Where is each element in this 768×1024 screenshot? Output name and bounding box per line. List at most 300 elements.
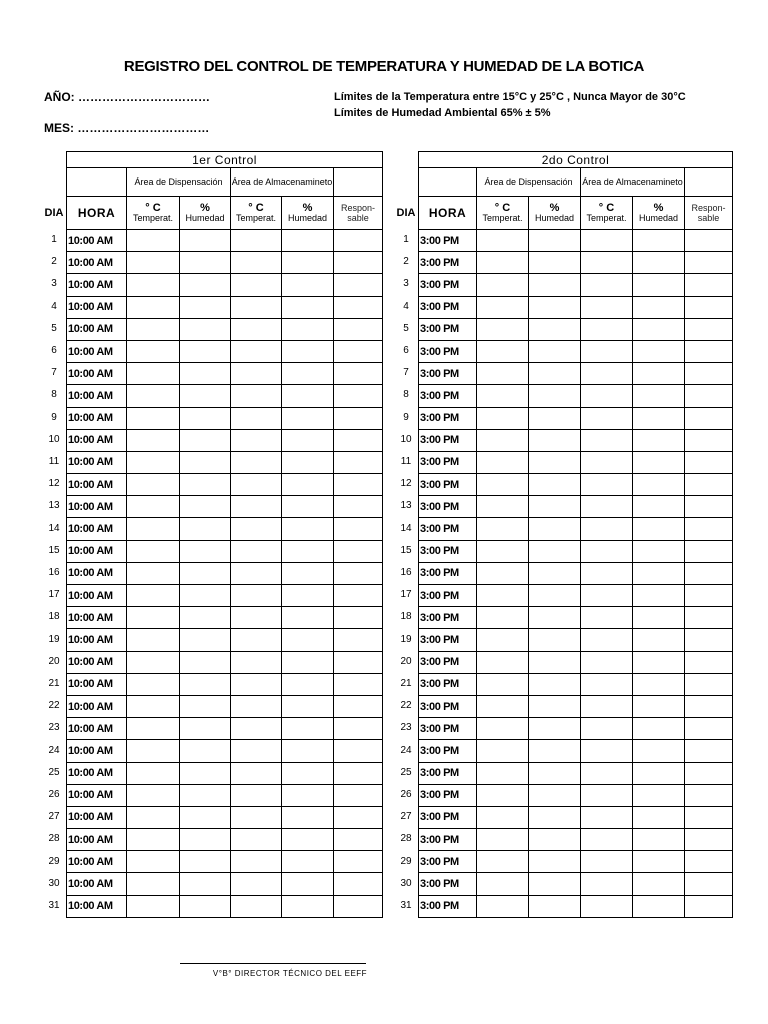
- humidity-almacenamiento-cell[interactable]: [282, 607, 334, 629]
- temp-almacenamiento-cell[interactable]: [231, 318, 282, 340]
- humidity-almacenamiento-cell[interactable]: [633, 451, 685, 473]
- temp-almacenamiento-cell[interactable]: [231, 740, 282, 762]
- humidity-dispensacion-cell[interactable]: [180, 829, 231, 851]
- responsable-cell[interactable]: [685, 274, 733, 296]
- humidity-almacenamiento-cell[interactable]: [282, 540, 334, 562]
- responsable-cell[interactable]: [685, 607, 733, 629]
- humidity-dispensacion-cell[interactable]: [529, 629, 581, 651]
- humidity-almacenamiento-cell[interactable]: [282, 230, 334, 252]
- humidity-dispensacion-cell[interactable]: [180, 274, 231, 296]
- temp-dispensacion-cell[interactable]: [477, 740, 529, 762]
- responsable-cell[interactable]: [685, 318, 733, 340]
- responsable-cell[interactable]: [685, 873, 733, 895]
- humidity-dispensacion-cell[interactable]: [529, 651, 581, 673]
- humidity-almacenamiento-cell[interactable]: [633, 895, 685, 917]
- humidity-almacenamiento-cell[interactable]: [633, 429, 685, 451]
- temp-almacenamiento-cell[interactable]: [231, 806, 282, 828]
- responsable-cell[interactable]: [334, 718, 383, 740]
- temp-almacenamiento-cell[interactable]: [231, 252, 282, 274]
- humidity-dispensacion-cell[interactable]: [529, 829, 581, 851]
- humidity-almacenamiento-cell[interactable]: [282, 474, 334, 496]
- humidity-almacenamiento-cell[interactable]: [633, 385, 685, 407]
- humidity-dispensacion-cell[interactable]: [180, 806, 231, 828]
- temp-almacenamiento-cell[interactable]: [231, 718, 282, 740]
- temp-dispensacion-cell[interactable]: [477, 518, 529, 540]
- responsable-cell[interactable]: [334, 629, 383, 651]
- temp-almacenamiento-cell[interactable]: [581, 296, 633, 318]
- temp-almacenamiento-cell[interactable]: [581, 829, 633, 851]
- humidity-almacenamiento-cell[interactable]: [633, 851, 685, 873]
- temp-almacenamiento-cell[interactable]: [231, 474, 282, 496]
- temp-almacenamiento-cell[interactable]: [231, 762, 282, 784]
- humidity-dispensacion-cell[interactable]: [180, 518, 231, 540]
- responsable-cell[interactable]: [685, 340, 733, 362]
- temp-dispensacion-cell[interactable]: [477, 695, 529, 717]
- humidity-dispensacion-cell[interactable]: [529, 451, 581, 473]
- temp-almacenamiento-cell[interactable]: [581, 585, 633, 607]
- responsable-cell[interactable]: [685, 363, 733, 385]
- humidity-dispensacion-cell[interactable]: [180, 385, 231, 407]
- responsable-cell[interactable]: [334, 740, 383, 762]
- humidity-dispensacion-cell[interactable]: [529, 318, 581, 340]
- humidity-almacenamiento-cell[interactable]: [282, 496, 334, 518]
- temp-almacenamiento-cell[interactable]: [581, 784, 633, 806]
- temp-dispensacion-cell[interactable]: [127, 673, 180, 695]
- humidity-dispensacion-cell[interactable]: [180, 318, 231, 340]
- humidity-almacenamiento-cell[interactable]: [282, 385, 334, 407]
- humidity-almacenamiento-cell[interactable]: [282, 829, 334, 851]
- temp-dispensacion-cell[interactable]: [477, 274, 529, 296]
- humidity-dispensacion-cell[interactable]: [529, 363, 581, 385]
- humidity-almacenamiento-cell[interactable]: [282, 318, 334, 340]
- humidity-dispensacion-cell[interactable]: [180, 740, 231, 762]
- humidity-dispensacion-cell[interactable]: [529, 718, 581, 740]
- temp-almacenamiento-cell[interactable]: [231, 651, 282, 673]
- humidity-dispensacion-cell[interactable]: [180, 673, 231, 695]
- temp-almacenamiento-cell[interactable]: [231, 895, 282, 917]
- humidity-almacenamiento-cell[interactable]: [633, 629, 685, 651]
- temp-dispensacion-cell[interactable]: [127, 451, 180, 473]
- temp-almacenamiento-cell[interactable]: [581, 895, 633, 917]
- responsable-cell[interactable]: [334, 474, 383, 496]
- humidity-almacenamiento-cell[interactable]: [282, 740, 334, 762]
- temp-almacenamiento-cell[interactable]: [231, 496, 282, 518]
- humidity-dispensacion-cell[interactable]: [529, 673, 581, 695]
- humidity-almacenamiento-cell[interactable]: [282, 252, 334, 274]
- humidity-dispensacion-cell[interactable]: [529, 562, 581, 584]
- responsable-cell[interactable]: [685, 829, 733, 851]
- responsable-cell[interactable]: [334, 806, 383, 828]
- responsable-cell[interactable]: [334, 518, 383, 540]
- temp-almacenamiento-cell[interactable]: [581, 451, 633, 473]
- temp-dispensacion-cell[interactable]: [127, 274, 180, 296]
- responsable-cell[interactable]: [334, 540, 383, 562]
- humidity-dispensacion-cell[interactable]: [180, 607, 231, 629]
- humidity-dispensacion-cell[interactable]: [180, 296, 231, 318]
- temp-almacenamiento-cell[interactable]: [231, 629, 282, 651]
- responsable-cell[interactable]: [685, 407, 733, 429]
- humidity-almacenamiento-cell[interactable]: [633, 518, 685, 540]
- temp-dispensacion-cell[interactable]: [477, 585, 529, 607]
- temp-dispensacion-cell[interactable]: [127, 651, 180, 673]
- responsable-cell[interactable]: [334, 429, 383, 451]
- humidity-almacenamiento-cell[interactable]: [633, 252, 685, 274]
- temp-dispensacion-cell[interactable]: [477, 829, 529, 851]
- temp-almacenamiento-cell[interactable]: [231, 562, 282, 584]
- humidity-almacenamiento-cell[interactable]: [633, 407, 685, 429]
- responsable-cell[interactable]: [685, 252, 733, 274]
- temp-dispensacion-cell[interactable]: [477, 673, 529, 695]
- humidity-dispensacion-cell[interactable]: [180, 451, 231, 473]
- responsable-cell[interactable]: [685, 651, 733, 673]
- humidity-dispensacion-cell[interactable]: [180, 873, 231, 895]
- humidity-almacenamiento-cell[interactable]: [633, 829, 685, 851]
- temp-dispensacion-cell[interactable]: [477, 718, 529, 740]
- temp-dispensacion-cell[interactable]: [127, 851, 180, 873]
- temp-dispensacion-cell[interactable]: [477, 651, 529, 673]
- responsable-cell[interactable]: [334, 274, 383, 296]
- humidity-dispensacion-cell[interactable]: [180, 629, 231, 651]
- temp-almacenamiento-cell[interactable]: [581, 407, 633, 429]
- temp-almacenamiento-cell[interactable]: [231, 363, 282, 385]
- humidity-almacenamiento-cell[interactable]: [633, 718, 685, 740]
- temp-dispensacion-cell[interactable]: [477, 363, 529, 385]
- temp-dispensacion-cell[interactable]: [127, 762, 180, 784]
- temp-almacenamiento-cell[interactable]: [231, 385, 282, 407]
- temp-almacenamiento-cell[interactable]: [581, 340, 633, 362]
- humidity-dispensacion-cell[interactable]: [529, 252, 581, 274]
- temp-dispensacion-cell[interactable]: [127, 340, 180, 362]
- responsable-cell[interactable]: [685, 895, 733, 917]
- humidity-almacenamiento-cell[interactable]: [633, 296, 685, 318]
- humidity-almacenamiento-cell[interactable]: [282, 363, 334, 385]
- humidity-dispensacion-cell[interactable]: [529, 851, 581, 873]
- temp-dispensacion-cell[interactable]: [127, 407, 180, 429]
- humidity-dispensacion-cell[interactable]: [529, 806, 581, 828]
- humidity-almacenamiento-cell[interactable]: [633, 806, 685, 828]
- temp-dispensacion-cell[interactable]: [127, 518, 180, 540]
- temp-dispensacion-cell[interactable]: [477, 762, 529, 784]
- humidity-almacenamiento-cell[interactable]: [633, 607, 685, 629]
- temp-dispensacion-cell[interactable]: [127, 230, 180, 252]
- responsable-cell[interactable]: [685, 762, 733, 784]
- humidity-almacenamiento-cell[interactable]: [633, 230, 685, 252]
- temp-almacenamiento-cell[interactable]: [581, 762, 633, 784]
- responsable-cell[interactable]: [334, 296, 383, 318]
- responsable-cell[interactable]: [685, 740, 733, 762]
- temp-almacenamiento-cell[interactable]: [581, 673, 633, 695]
- responsable-cell[interactable]: [334, 407, 383, 429]
- responsable-cell[interactable]: [685, 518, 733, 540]
- humidity-dispensacion-cell[interactable]: [180, 496, 231, 518]
- temp-dispensacion-cell[interactable]: [477, 451, 529, 473]
- temp-dispensacion-cell[interactable]: [477, 496, 529, 518]
- temp-almacenamiento-cell[interactable]: [231, 607, 282, 629]
- temp-almacenamiento-cell[interactable]: [231, 585, 282, 607]
- temp-dispensacion-cell[interactable]: [477, 252, 529, 274]
- responsable-cell[interactable]: [334, 252, 383, 274]
- humidity-dispensacion-cell[interactable]: [180, 252, 231, 274]
- responsable-cell[interactable]: [334, 318, 383, 340]
- responsable-cell[interactable]: [334, 230, 383, 252]
- temp-dispensacion-cell[interactable]: [477, 385, 529, 407]
- humidity-almacenamiento-cell[interactable]: [282, 518, 334, 540]
- temp-almacenamiento-cell[interactable]: [231, 451, 282, 473]
- temp-dispensacion-cell[interactable]: [127, 629, 180, 651]
- responsable-cell[interactable]: [685, 673, 733, 695]
- temp-almacenamiento-cell[interactable]: [231, 429, 282, 451]
- temp-almacenamiento-cell[interactable]: [231, 296, 282, 318]
- humidity-dispensacion-cell[interactable]: [180, 562, 231, 584]
- responsable-cell[interactable]: [334, 340, 383, 362]
- responsable-cell[interactable]: [685, 718, 733, 740]
- temp-dispensacion-cell[interactable]: [477, 474, 529, 496]
- responsable-cell[interactable]: [334, 363, 383, 385]
- temp-almacenamiento-cell[interactable]: [581, 474, 633, 496]
- humidity-almacenamiento-cell[interactable]: [633, 762, 685, 784]
- humidity-almacenamiento-cell[interactable]: [633, 784, 685, 806]
- temp-dispensacion-cell[interactable]: [477, 340, 529, 362]
- humidity-dispensacion-cell[interactable]: [180, 695, 231, 717]
- temp-dispensacion-cell[interactable]: [127, 718, 180, 740]
- temp-almacenamiento-cell[interactable]: [581, 518, 633, 540]
- humidity-dispensacion-cell[interactable]: [180, 340, 231, 362]
- temp-almacenamiento-cell[interactable]: [581, 629, 633, 651]
- temp-dispensacion-cell[interactable]: [127, 296, 180, 318]
- humidity-almacenamiento-cell[interactable]: [633, 496, 685, 518]
- temp-dispensacion-cell[interactable]: [127, 784, 180, 806]
- humidity-almacenamiento-cell[interactable]: [282, 651, 334, 673]
- responsable-cell[interactable]: [685, 451, 733, 473]
- temp-almacenamiento-cell[interactable]: [231, 540, 282, 562]
- humidity-dispensacion-cell[interactable]: [529, 429, 581, 451]
- responsable-cell[interactable]: [685, 385, 733, 407]
- temp-almacenamiento-cell[interactable]: [231, 230, 282, 252]
- humidity-almacenamiento-cell[interactable]: [282, 873, 334, 895]
- responsable-cell[interactable]: [685, 562, 733, 584]
- temp-almacenamiento-cell[interactable]: [231, 829, 282, 851]
- humidity-almacenamiento-cell[interactable]: [282, 851, 334, 873]
- responsable-cell[interactable]: [334, 673, 383, 695]
- humidity-almacenamiento-cell[interactable]: [282, 562, 334, 584]
- temp-almacenamiento-cell[interactable]: [581, 318, 633, 340]
- humidity-almacenamiento-cell[interactable]: [633, 562, 685, 584]
- responsable-cell[interactable]: [334, 562, 383, 584]
- temp-almacenamiento-cell[interactable]: [581, 385, 633, 407]
- temp-almacenamiento-cell[interactable]: [581, 540, 633, 562]
- temp-dispensacion-cell[interactable]: [127, 740, 180, 762]
- temp-almacenamiento-cell[interactable]: [231, 673, 282, 695]
- temp-dispensacion-cell[interactable]: [127, 252, 180, 274]
- responsable-cell[interactable]: [685, 474, 733, 496]
- humidity-almacenamiento-cell[interactable]: [633, 274, 685, 296]
- responsable-cell[interactable]: [334, 585, 383, 607]
- humidity-almacenamiento-cell[interactable]: [633, 318, 685, 340]
- humidity-dispensacion-cell[interactable]: [180, 651, 231, 673]
- temp-dispensacion-cell[interactable]: [127, 695, 180, 717]
- temp-almacenamiento-cell[interactable]: [581, 806, 633, 828]
- humidity-dispensacion-cell[interactable]: [180, 407, 231, 429]
- temp-dispensacion-cell[interactable]: [127, 806, 180, 828]
- temp-almacenamiento-cell[interactable]: [231, 340, 282, 362]
- year-field[interactable]: AÑO: ……………………………: [44, 90, 210, 104]
- temp-almacenamiento-cell[interactable]: [581, 607, 633, 629]
- humidity-almacenamiento-cell[interactable]: [633, 873, 685, 895]
- temp-dispensacion-cell[interactable]: [477, 407, 529, 429]
- responsable-cell[interactable]: [334, 873, 383, 895]
- temp-almacenamiento-cell[interactable]: [581, 252, 633, 274]
- temp-almacenamiento-cell[interactable]: [231, 407, 282, 429]
- humidity-almacenamiento-cell[interactable]: [282, 340, 334, 362]
- temp-dispensacion-cell[interactable]: [477, 873, 529, 895]
- humidity-dispensacion-cell[interactable]: [180, 718, 231, 740]
- humidity-dispensacion-cell[interactable]: [529, 740, 581, 762]
- responsable-cell[interactable]: [685, 496, 733, 518]
- humidity-dispensacion-cell[interactable]: [529, 784, 581, 806]
- responsable-cell[interactable]: [334, 784, 383, 806]
- humidity-dispensacion-cell[interactable]: [529, 762, 581, 784]
- responsable-cell[interactable]: [685, 230, 733, 252]
- temp-almacenamiento-cell[interactable]: [231, 274, 282, 296]
- humidity-almacenamiento-cell[interactable]: [282, 407, 334, 429]
- temp-dispensacion-cell[interactable]: [127, 496, 180, 518]
- humidity-dispensacion-cell[interactable]: [180, 429, 231, 451]
- responsable-cell[interactable]: [334, 895, 383, 917]
- humidity-dispensacion-cell[interactable]: [180, 895, 231, 917]
- responsable-cell[interactable]: [685, 429, 733, 451]
- responsable-cell[interactable]: [334, 829, 383, 851]
- temp-almacenamiento-cell[interactable]: [581, 429, 633, 451]
- humidity-almacenamiento-cell[interactable]: [282, 451, 334, 473]
- temp-dispensacion-cell[interactable]: [477, 562, 529, 584]
- humidity-dispensacion-cell[interactable]: [180, 784, 231, 806]
- temp-dispensacion-cell[interactable]: [127, 873, 180, 895]
- humidity-dispensacion-cell[interactable]: [180, 585, 231, 607]
- humidity-almacenamiento-cell[interactable]: [633, 363, 685, 385]
- temp-dispensacion-cell[interactable]: [127, 562, 180, 584]
- month-field[interactable]: MES: ……………………………: [44, 121, 210, 135]
- temp-dispensacion-cell[interactable]: [477, 851, 529, 873]
- temp-almacenamiento-cell[interactable]: [581, 274, 633, 296]
- responsable-cell[interactable]: [685, 806, 733, 828]
- humidity-almacenamiento-cell[interactable]: [282, 585, 334, 607]
- humidity-dispensacion-cell[interactable]: [180, 363, 231, 385]
- humidity-almacenamiento-cell[interactable]: [633, 585, 685, 607]
- temp-dispensacion-cell[interactable]: [477, 318, 529, 340]
- humidity-dispensacion-cell[interactable]: [529, 895, 581, 917]
- temp-almacenamiento-cell[interactable]: [231, 873, 282, 895]
- temp-almacenamiento-cell[interactable]: [581, 496, 633, 518]
- humidity-dispensacion-cell[interactable]: [529, 607, 581, 629]
- humidity-almacenamiento-cell[interactable]: [633, 673, 685, 695]
- humidity-dispensacion-cell[interactable]: [529, 230, 581, 252]
- humidity-dispensacion-cell[interactable]: [529, 407, 581, 429]
- humidity-almacenamiento-cell[interactable]: [633, 340, 685, 362]
- temp-dispensacion-cell[interactable]: [477, 806, 529, 828]
- humidity-dispensacion-cell[interactable]: [180, 851, 231, 873]
- temp-almacenamiento-cell[interactable]: [581, 230, 633, 252]
- responsable-cell[interactable]: [334, 496, 383, 518]
- responsable-cell[interactable]: [334, 851, 383, 873]
- temp-dispensacion-cell[interactable]: [477, 895, 529, 917]
- temp-almacenamiento-cell[interactable]: [581, 873, 633, 895]
- humidity-almacenamiento-cell[interactable]: [282, 274, 334, 296]
- temp-almacenamiento-cell[interactable]: [231, 851, 282, 873]
- humidity-dispensacion-cell[interactable]: [529, 540, 581, 562]
- temp-almacenamiento-cell[interactable]: [581, 851, 633, 873]
- temp-almacenamiento-cell[interactable]: [581, 695, 633, 717]
- humidity-dispensacion-cell[interactable]: [180, 230, 231, 252]
- humidity-almacenamiento-cell[interactable]: [633, 740, 685, 762]
- temp-dispensacion-cell[interactable]: [477, 784, 529, 806]
- humidity-almacenamiento-cell[interactable]: [282, 629, 334, 651]
- humidity-dispensacion-cell[interactable]: [529, 518, 581, 540]
- responsable-cell[interactable]: [334, 385, 383, 407]
- humidity-dispensacion-cell[interactable]: [529, 274, 581, 296]
- temp-almacenamiento-cell[interactable]: [231, 695, 282, 717]
- temp-dispensacion-cell[interactable]: [127, 895, 180, 917]
- temp-dispensacion-cell[interactable]: [477, 540, 529, 562]
- humidity-almacenamiento-cell[interactable]: [282, 895, 334, 917]
- temp-dispensacion-cell[interactable]: [477, 607, 529, 629]
- humidity-dispensacion-cell[interactable]: [180, 762, 231, 784]
- responsable-cell[interactable]: [334, 762, 383, 784]
- humidity-dispensacion-cell[interactable]: [180, 540, 231, 562]
- responsable-cell[interactable]: [334, 607, 383, 629]
- humidity-almacenamiento-cell[interactable]: [282, 762, 334, 784]
- humidity-dispensacion-cell[interactable]: [529, 385, 581, 407]
- temp-almacenamiento-cell[interactable]: [231, 518, 282, 540]
- temp-dispensacion-cell[interactable]: [477, 296, 529, 318]
- humidity-dispensacion-cell[interactable]: [529, 296, 581, 318]
- temp-almacenamiento-cell[interactable]: [231, 784, 282, 806]
- responsable-cell[interactable]: [685, 540, 733, 562]
- temp-almacenamiento-cell[interactable]: [581, 562, 633, 584]
- temp-dispensacion-cell[interactable]: [127, 363, 180, 385]
- temp-dispensacion-cell[interactable]: [477, 230, 529, 252]
- humidity-almacenamiento-cell[interactable]: [282, 718, 334, 740]
- humidity-almacenamiento-cell[interactable]: [282, 296, 334, 318]
- humidity-dispensacion-cell[interactable]: [180, 474, 231, 496]
- responsable-cell[interactable]: [334, 695, 383, 717]
- temp-dispensacion-cell[interactable]: [477, 429, 529, 451]
- temp-almacenamiento-cell[interactable]: [581, 363, 633, 385]
- humidity-dispensacion-cell[interactable]: [529, 474, 581, 496]
- humidity-dispensacion-cell[interactable]: [529, 340, 581, 362]
- temp-dispensacion-cell[interactable]: [127, 385, 180, 407]
- responsable-cell[interactable]: [334, 451, 383, 473]
- humidity-almacenamiento-cell[interactable]: [282, 673, 334, 695]
- temp-dispensacion-cell[interactable]: [127, 829, 180, 851]
- temp-dispensacion-cell[interactable]: [127, 429, 180, 451]
- responsable-cell[interactable]: [685, 695, 733, 717]
- responsable-cell[interactable]: [334, 651, 383, 673]
- temp-almacenamiento-cell[interactable]: [581, 740, 633, 762]
- humidity-almacenamiento-cell[interactable]: [282, 429, 334, 451]
- humidity-dispensacion-cell[interactable]: [529, 585, 581, 607]
- temp-almacenamiento-cell[interactable]: [581, 651, 633, 673]
- temp-dispensacion-cell[interactable]: [127, 318, 180, 340]
- temp-dispensacion-cell[interactable]: [127, 607, 180, 629]
- responsable-cell[interactable]: [685, 784, 733, 806]
- temp-dispensacion-cell[interactable]: [127, 585, 180, 607]
- responsable-cell[interactable]: [685, 585, 733, 607]
- humidity-almacenamiento-cell[interactable]: [633, 651, 685, 673]
- humidity-dispensacion-cell[interactable]: [529, 695, 581, 717]
- temp-dispensacion-cell[interactable]: [127, 474, 180, 496]
- responsable-cell[interactable]: [685, 629, 733, 651]
- humidity-almacenamiento-cell[interactable]: [633, 474, 685, 496]
